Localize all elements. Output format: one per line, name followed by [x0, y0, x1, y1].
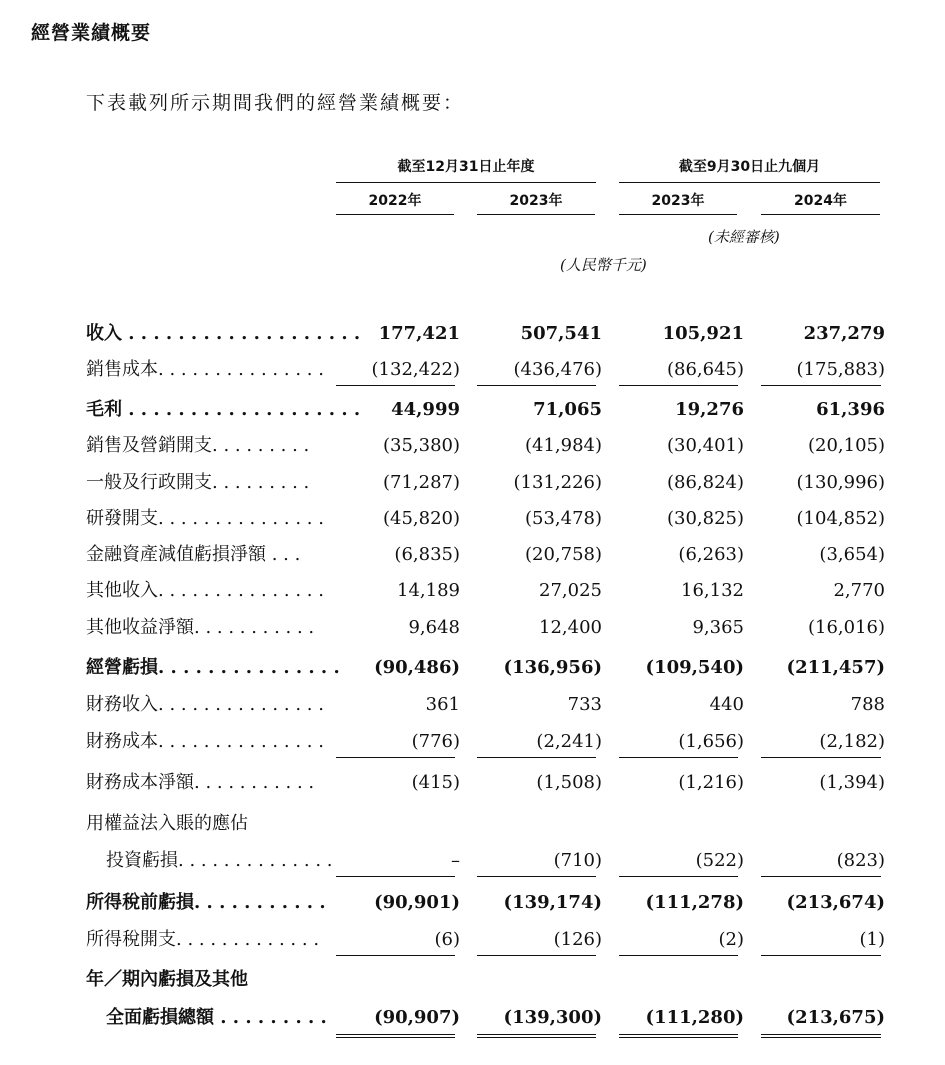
table-row — [0, 770, 945, 796]
row-value: (131,226) — [513, 472, 602, 493]
row-value: (41,984) — [524, 435, 602, 456]
row-value: (139,174) — [503, 892, 602, 913]
row-value: 237,279 — [803, 323, 885, 344]
row-value: (2) — [718, 929, 744, 950]
row-value: 9,365 — [692, 617, 744, 638]
row-value: (104,852) — [796, 508, 885, 529]
row-label: 銷售及營銷開支. . . . . . . . . — [86, 435, 310, 456]
subtotal-rule — [336, 385, 455, 386]
row-value: 177,421 — [378, 323, 460, 344]
row-value: (90,486) — [374, 657, 460, 678]
table-row — [0, 578, 945, 604]
subtotal-rule — [477, 876, 596, 877]
subtotal-rule — [336, 876, 455, 877]
row-value: (1,216) — [678, 772, 744, 793]
row-label: 財務收入. . . . . . . . . . . . . . . — [86, 694, 324, 715]
row-value: (35,380) — [382, 435, 460, 456]
row-value: 44,999 — [391, 399, 460, 420]
subtotal-rule — [619, 876, 738, 877]
subtotal-rule — [619, 385, 738, 386]
row-value: (45,820) — [382, 508, 460, 529]
subtotal-rule — [477, 955, 596, 956]
row-value: (415) — [411, 772, 460, 793]
row-value: (136,956) — [503, 657, 602, 678]
row-value: (111,278) — [645, 892, 744, 913]
row-label: 財務成本. . . . . . . . . . . . . . . — [86, 731, 324, 752]
table-row — [0, 927, 945, 953]
table-row — [0, 321, 945, 347]
table-row — [0, 470, 945, 496]
row-value: (213,674) — [786, 892, 885, 913]
row-value: (130,996) — [796, 472, 885, 493]
row-value: 16,132 — [681, 580, 744, 601]
row-label: 收入 . . . . . . . . . . . . . . . . . . . — [86, 323, 361, 344]
subtotal-rule — [761, 955, 881, 956]
row-value: (211,457) — [786, 657, 885, 678]
row-value: 14,189 — [397, 580, 460, 601]
row-value: (71,287) — [382, 472, 460, 493]
table-row — [0, 967, 945, 993]
row-value: (30,401) — [666, 435, 744, 456]
total-double-rule — [619, 1034, 738, 1038]
total-double-rule — [336, 1034, 455, 1038]
table-row — [0, 615, 945, 641]
row-value: (2,241) — [536, 731, 602, 752]
table-row — [0, 692, 945, 718]
row-value: (175,883) — [796, 359, 885, 380]
row-value: (111,280) — [645, 1007, 744, 1028]
row-value: 733 — [567, 694, 602, 715]
table-row — [0, 1005, 945, 1031]
row-label: 銷售成本. . . . . . . . . . . . . . . — [86, 359, 324, 380]
header-nine-2023: 2023年 — [619, 192, 737, 215]
section-title: 經營業績概要 — [31, 22, 152, 44]
table-row — [0, 655, 945, 681]
table-row — [0, 729, 945, 755]
row-label: 研發開支. . . . . . . . . . . . . . . — [86, 508, 324, 529]
row-value: (2,182) — [819, 731, 885, 752]
row-value: (20,758) — [524, 544, 602, 565]
intro-text: 下表載列所示期間我們的經營業績概要： — [86, 92, 465, 114]
row-value: (53,478) — [524, 508, 602, 529]
row-value: (1) — [859, 929, 885, 950]
subtotal-rule — [336, 757, 455, 758]
row-label: 所得稅開支. . . . . . . . . . . . . — [86, 929, 320, 950]
row-value: – — [451, 850, 460, 871]
currency-note: (人民幣千元) — [560, 256, 647, 274]
row-label: 經營虧損. . . . . . . . . . . . . . . — [86, 657, 340, 678]
row-value: 440 — [709, 694, 744, 715]
row-value: (6) — [434, 929, 460, 950]
header-year-2022: 2022年 — [336, 192, 454, 215]
subtotal-rule — [477, 385, 596, 386]
header-year-ended: 截至12月31日止年度 — [336, 158, 596, 183]
row-label: 全面虧損總額 . . . . . . . . . — [106, 1007, 327, 1028]
table-row — [0, 506, 945, 532]
row-value: (3,654) — [819, 544, 885, 565]
row-value: (86,645) — [666, 359, 744, 380]
row-label: 年／期內虧損及其他 — [86, 969, 248, 990]
row-value: 788 — [850, 694, 885, 715]
row-value: (139,300) — [503, 1007, 602, 1028]
table-row — [0, 397, 945, 423]
row-value: 27,025 — [539, 580, 602, 601]
row-value: (213,675) — [786, 1007, 885, 1028]
row-value: (436,476) — [513, 359, 602, 380]
row-value: 361 — [425, 694, 460, 715]
header-nine-months: 截至9月30日止九個月 — [619, 158, 880, 183]
row-value: 9,648 — [408, 617, 460, 638]
row-label: 其他收益淨額. . . . . . . . . . . — [86, 617, 315, 638]
subtotal-rule — [761, 876, 881, 877]
row-label: 毛利 . . . . . . . . . . . . . . . . . . . — [86, 399, 361, 420]
table-row — [0, 848, 945, 874]
table-row — [0, 890, 945, 916]
row-value: (90,907) — [374, 1007, 460, 1028]
row-value: (30,825) — [666, 508, 744, 529]
row-value: (20,105) — [807, 435, 885, 456]
subtotal-rule — [761, 385, 881, 386]
row-value: 105,921 — [662, 323, 744, 344]
row-value: 507,541 — [520, 323, 602, 344]
row-value: (823) — [836, 850, 885, 871]
row-value: (6,835) — [394, 544, 460, 565]
total-double-rule — [477, 1034, 596, 1038]
subtotal-rule — [619, 955, 738, 956]
row-value: (6,263) — [678, 544, 744, 565]
subtotal-rule — [336, 955, 455, 956]
header-year-2023: 2023年 — [477, 192, 595, 215]
row-value: 2,770 — [833, 580, 885, 601]
unaudited-note: (未經審核) — [708, 228, 780, 246]
row-label: 財務成本淨額. . . . . . . . . . . — [86, 772, 315, 793]
row-value: (126) — [553, 929, 602, 950]
row-label: 所得稅前虧損. . . . . . . . . . . — [86, 892, 326, 913]
row-label: 一般及行政開支. . . . . . . . . — [86, 472, 310, 493]
table-row — [0, 357, 945, 383]
row-value: (16,016) — [807, 617, 885, 638]
table-row — [0, 542, 945, 568]
row-value: (1,508) — [536, 772, 602, 793]
row-value: (1,394) — [819, 772, 885, 793]
row-value: 19,276 — [675, 399, 744, 420]
row-value: (710) — [553, 850, 602, 871]
row-value: (109,540) — [645, 657, 744, 678]
row-value: (132,422) — [371, 359, 460, 380]
table-row — [0, 433, 945, 459]
row-value: (1,656) — [678, 731, 744, 752]
row-value: 71,065 — [533, 399, 602, 420]
row-value: (86,824) — [666, 472, 744, 493]
row-value: (776) — [411, 731, 460, 752]
row-value: 12,400 — [539, 617, 602, 638]
row-value: (522) — [695, 850, 744, 871]
row-value: (90,901) — [374, 892, 460, 913]
header-nine-2024: 2024年 — [761, 192, 880, 215]
row-value: 61,396 — [816, 399, 885, 420]
row-label: 金融資產減值虧損淨額 . . . — [86, 544, 301, 565]
table-row — [0, 811, 945, 837]
subtotal-rule — [761, 757, 881, 758]
subtotal-rule — [619, 757, 738, 758]
subtotal-rule — [477, 757, 596, 758]
row-label: 用權益法入賬的應佔 — [86, 813, 248, 834]
row-label: 投資虧損. . . . . . . . . . . . . . — [106, 850, 333, 871]
row-label: 其他收入. . . . . . . . . . . . . . . — [86, 580, 324, 601]
total-double-rule — [761, 1034, 881, 1038]
